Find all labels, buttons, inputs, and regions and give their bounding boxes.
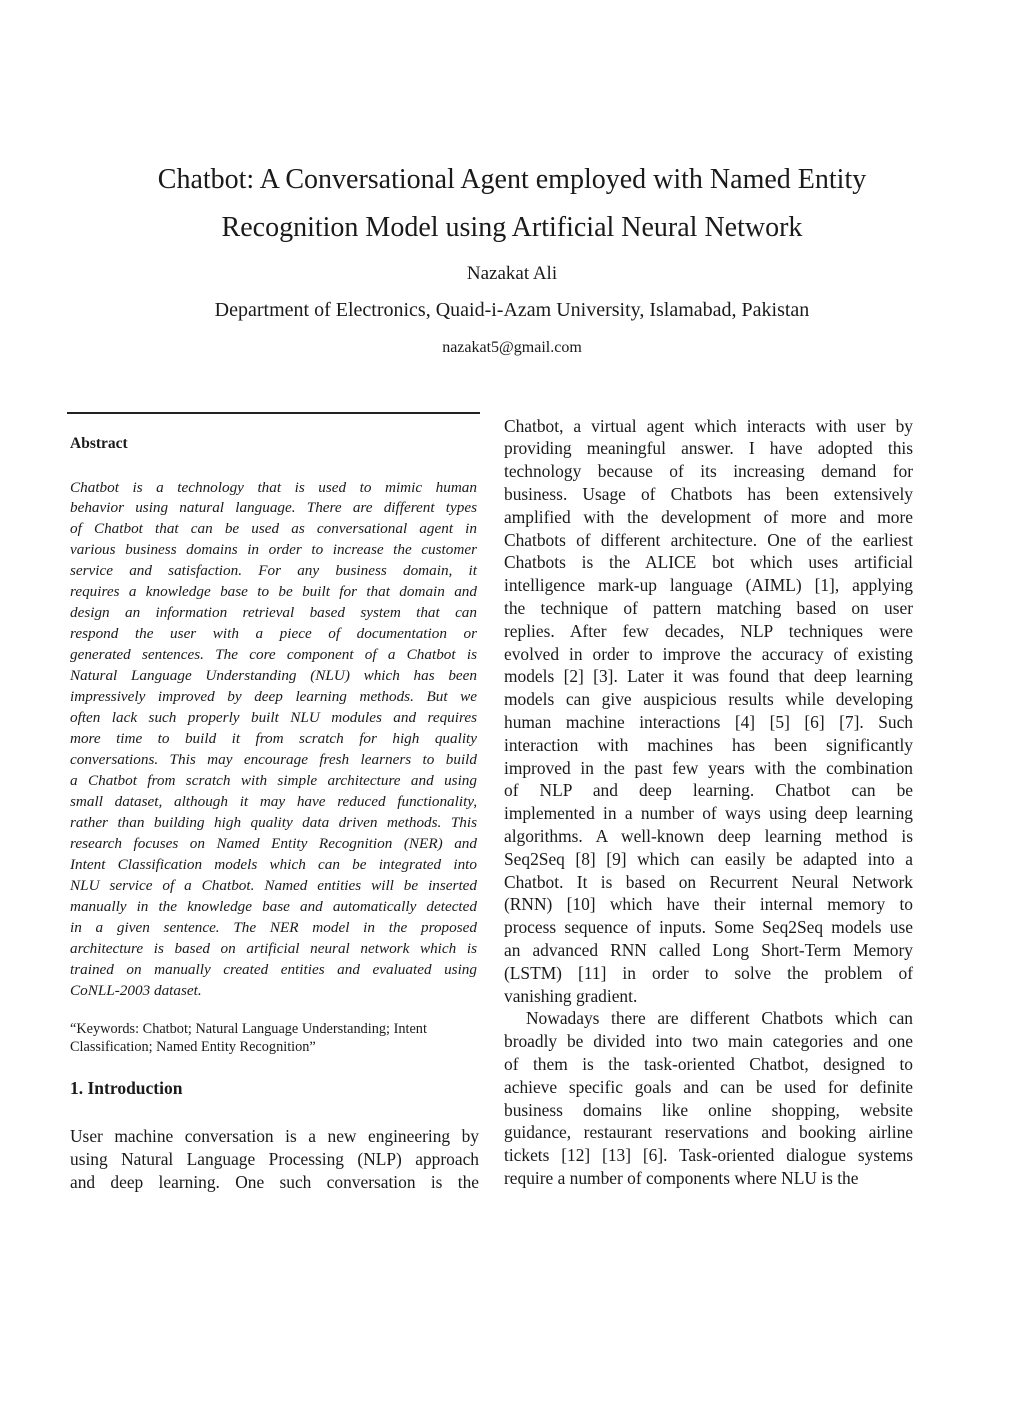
- text-line: algorithms. A well-known deep learning method is: [504, 825, 913, 846]
- text-line: vanishing gradient.: [504, 985, 638, 1006]
- text-line: using Natural Language Processing (NLP) approach: [70, 1148, 479, 1169]
- text-line: architecture is based on artificial neural network which is: [70, 939, 477, 957]
- text-line: implemented in a number of ways using deep learning: [504, 803, 913, 824]
- text-line: NLU service of a Chatbot. Named entities will be inserted: [70, 876, 477, 894]
- text-line: evolved in order to improve the accuracy of existing: [504, 643, 913, 664]
- text-line: models [2] [3]. Later it was found that deep learning: [504, 666, 913, 687]
- text-line: requires a knowledge base to be built for that domain and: [70, 583, 477, 601]
- text-line: amplified with the development of more and more: [504, 506, 913, 527]
- text-line: the technique of pattern matching based on user: [504, 597, 913, 618]
- text-line: Nowadays there are different Chatbots which can: [526, 1008, 913, 1029]
- text-line: interaction with machines has been significantly: [504, 734, 913, 755]
- abstract-heading: Abstract: [70, 435, 128, 452]
- text-line: behavior using natural language. There are different types: [70, 499, 477, 517]
- text-line: in a given sentence. The NER model in the proposed: [70, 918, 477, 936]
- divider-rule: [67, 412, 480, 414]
- text-line: trained on manually created entities and evaluated using: [70, 960, 477, 978]
- text-line: process sequence of inputs. Some Seq2Seq models use: [504, 917, 913, 938]
- text-line: (LSTM) [11] in order to solve the problem of: [504, 962, 913, 983]
- paper-title-line-2: Recognition Model using Artificial Neural Network: [221, 212, 803, 243]
- text-line: technology because of its increasing demand for: [504, 461, 913, 482]
- author-name: Nazakat Ali: [466, 263, 558, 284]
- text-line: human machine interactions [4] [5] [6] [7]. Such: [504, 711, 913, 732]
- text-line: Chatbot. It is based on Recurrent Neural Network: [504, 871, 913, 892]
- text-line: Chatbots of different architecture. One of the earliest: [504, 529, 913, 550]
- paper-title-line-1: Chatbot: A Conversational Agent employed with Named Entity: [157, 164, 867, 195]
- text-line: Classification; Named Entity Recognition”: [70, 1039, 316, 1055]
- text-line: replies. After few decades, NLP techniques were: [504, 620, 913, 641]
- text-line: an advanced RNN called Long Short-Term Memory: [504, 939, 913, 960]
- text-line: guidance, restaurant reservations and booking airline: [504, 1122, 913, 1143]
- text-line: improved in the past few years with the combination: [504, 757, 913, 778]
- text-line: service and satisfaction. For any business domain, it: [70, 562, 477, 580]
- text-line: and deep learning. One such conversation is the: [70, 1171, 479, 1192]
- text-line: various business domains in order to increase the customer: [70, 541, 477, 559]
- text-line: intelligence mark-up language (AIML) [1], applying: [504, 575, 913, 596]
- text-line: Chatbots is the ALICE bot which uses artificial: [504, 552, 913, 573]
- text-line: rather than building high quality data driven methods. This: [70, 813, 477, 831]
- text-line: require a number of components where NLU is the: [504, 1167, 859, 1188]
- text-line: business. Usage of Chatbots has been extensively: [504, 483, 913, 504]
- text-line: of Chatbot that can be used as conversational agent in: [70, 520, 477, 538]
- text-line: Seq2Seq [8] [9] which can easily be adapted into a: [504, 848, 913, 869]
- text-line: (RNN) [10] which have their internal memory to: [504, 894, 913, 915]
- text-line: providing meaningful answer. I have adopted this: [504, 438, 913, 459]
- text-line: achieve specific goals and can be used for definite: [504, 1076, 913, 1097]
- text-line: Intent Classification models which can be integrated into: [70, 855, 477, 873]
- text-line: models can give auspicious results while developing: [504, 689, 913, 710]
- text-line: Natural Language Understanding (NLU) which has been: [70, 667, 477, 685]
- text-line: research focuses on Named Entity Recognition (NER) and: [70, 834, 477, 852]
- text-line: small dataset, although it may have reduced functionality,: [70, 792, 477, 810]
- author-email: nazakat5@gmail.com: [442, 339, 582, 356]
- introduction-heading: 1. Introduction: [70, 1078, 183, 1098]
- affiliation: Department of Electronics, Quaid-i-Azam University, Islamabad, Pakistan: [214, 299, 810, 321]
- text-line: CoNLL-2003 dataset.: [70, 981, 202, 999]
- text-line: “Keywords: Chatbot; Natural Language Understanding; Intent: [70, 1021, 427, 1037]
- text-line: a Chatbot from scratch with simple architecture and using: [70, 771, 477, 789]
- text-line: business domains like online shopping, website: [504, 1099, 913, 1120]
- text-line: conversations. This may encourage fresh learners to build: [70, 750, 477, 768]
- text-line: Chatbot, a virtual agent which interacts with user by: [504, 415, 913, 436]
- text-line: Chatbot is a technology that is used to mimic human: [70, 478, 477, 496]
- text-line: broadly be divided into two main categories and one: [504, 1031, 913, 1052]
- text-line: of them is the task-oriented Chatbot, designed to: [504, 1053, 913, 1074]
- text-line: more time to build it from scratch for high quality: [70, 730, 477, 748]
- text-line: impressively improved by deep learning methods. But we: [70, 688, 477, 706]
- text-line: generated sentences. The core component of a Chatbot is: [70, 646, 477, 664]
- text-line: often lack such properly built NLU modules and requires: [70, 709, 477, 727]
- text-line: respond the user with a piece of documentation or: [70, 625, 477, 643]
- text-line: manually in the knowledge base and automatically detected: [70, 897, 477, 915]
- text-line: design an information retrieval based system that can: [70, 604, 477, 622]
- text-line: User machine conversation is a new engineering by: [70, 1125, 479, 1146]
- text-line: tickets [12] [13] [6]. Task-oriented dialogue systems: [504, 1145, 913, 1166]
- text-line: of NLP and deep learning. Chatbot can be: [504, 780, 913, 801]
